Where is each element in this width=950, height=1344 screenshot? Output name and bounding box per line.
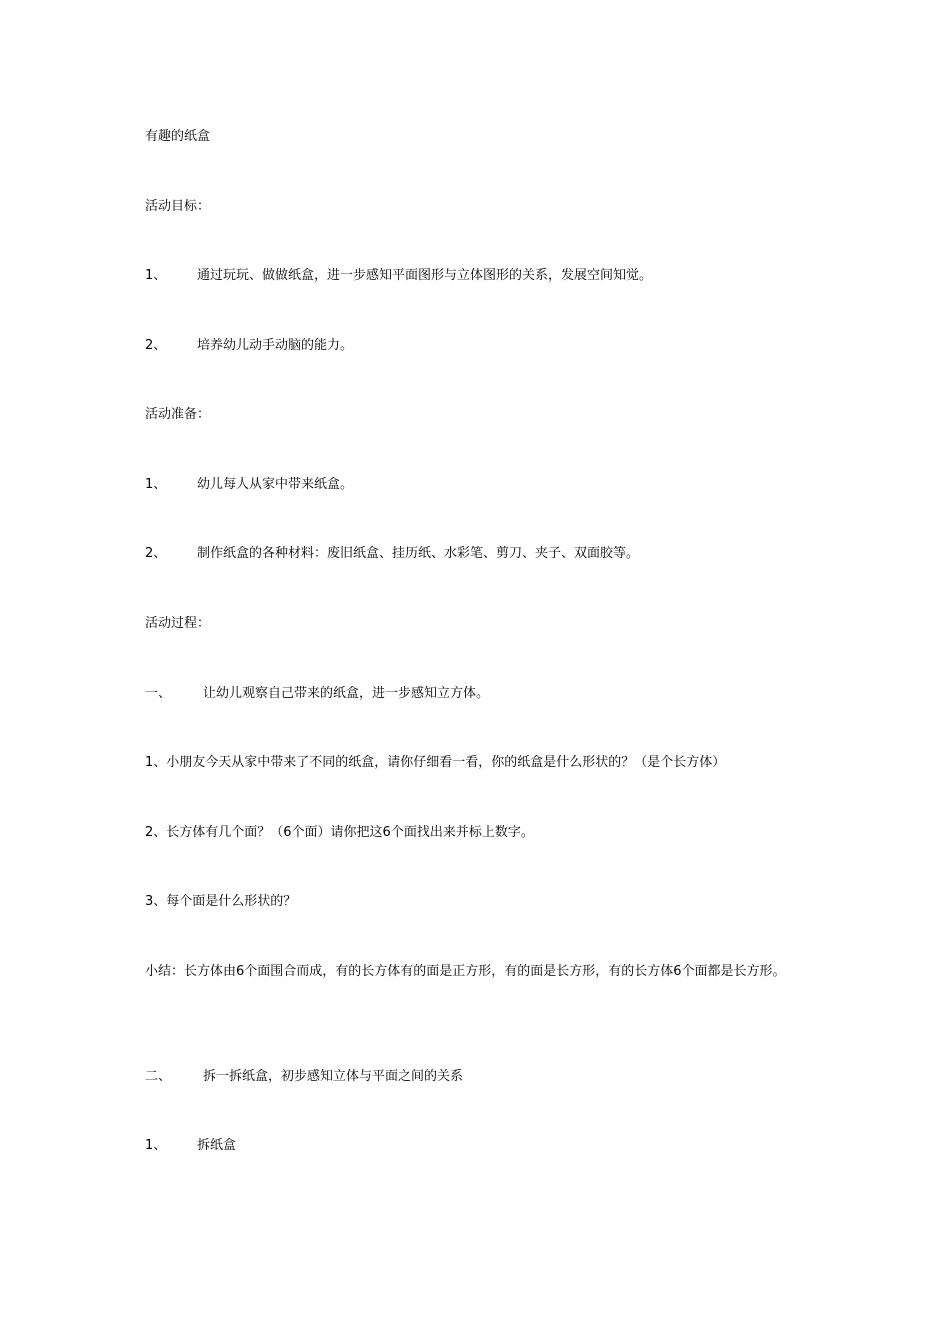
process-heading: 活动过程： bbox=[145, 616, 211, 631]
document-title: 有趣的纸盒 bbox=[145, 129, 211, 144]
step-number: 二、 bbox=[145, 1069, 172, 1084]
prep-number: 2、 bbox=[145, 546, 167, 561]
prep-item-2 bbox=[145, 545, 639, 563]
step1-item-2: 2、长方体有几个面？（6个面）请你把这6个面找出来并标上数字。 bbox=[145, 825, 534, 840]
step1-item-3: 3、每个面是什么形状的？ bbox=[145, 894, 297, 909]
summary-paragraph: 小结：长方体由6个面围合而成，有的长方体有的面是正方形，有的面是长方形，有的长方体6个面都是长方形。 bbox=[145, 964, 786, 979]
step2-number: 1、 bbox=[145, 1138, 167, 1153]
goal-item-2 bbox=[145, 337, 353, 355]
prep-item-1 bbox=[145, 476, 353, 494]
prep-text: 制作纸盒的各种材料：废旧纸盒、挂历纸、水彩笔、剪刀、夹子、双面胶等。 bbox=[197, 546, 640, 561]
step-text: 拆一拆纸盒，初步感知立体与平面之间的关系 bbox=[203, 1069, 464, 1084]
step-2 bbox=[145, 1068, 463, 1086]
step-text: 让幼儿观察自己带来的纸盒，进一步感知立方体。 bbox=[203, 686, 490, 701]
step-1 bbox=[145, 685, 489, 703]
goal-number: 2、 bbox=[145, 338, 167, 353]
prep-number: 1、 bbox=[145, 477, 167, 492]
step-number: 一、 bbox=[145, 686, 172, 701]
prep-heading: 活动准备： bbox=[145, 407, 211, 422]
goal-number: 1、 bbox=[145, 268, 167, 283]
prep-text: 幼儿每人从家中带来纸盒。 bbox=[197, 477, 354, 492]
goal-text: 通过玩玩、做做纸盒，进一步感知平面图形与立体图形的关系，发展空间知觉。 bbox=[197, 268, 653, 283]
goal-text: 培养幼儿动手动脑的能力。 bbox=[197, 338, 354, 353]
goals-heading: 活动目标： bbox=[145, 199, 211, 214]
step2-item-1 bbox=[145, 1137, 236, 1155]
step1-item-1: 1、小朋友今天从家中带来了不同的纸盒，请你仔细看一看，你的纸盒是什么形状的？（是个长方体） bbox=[145, 755, 726, 770]
step2-text: 拆纸盒 bbox=[197, 1138, 237, 1153]
goal-item-1 bbox=[145, 267, 652, 285]
